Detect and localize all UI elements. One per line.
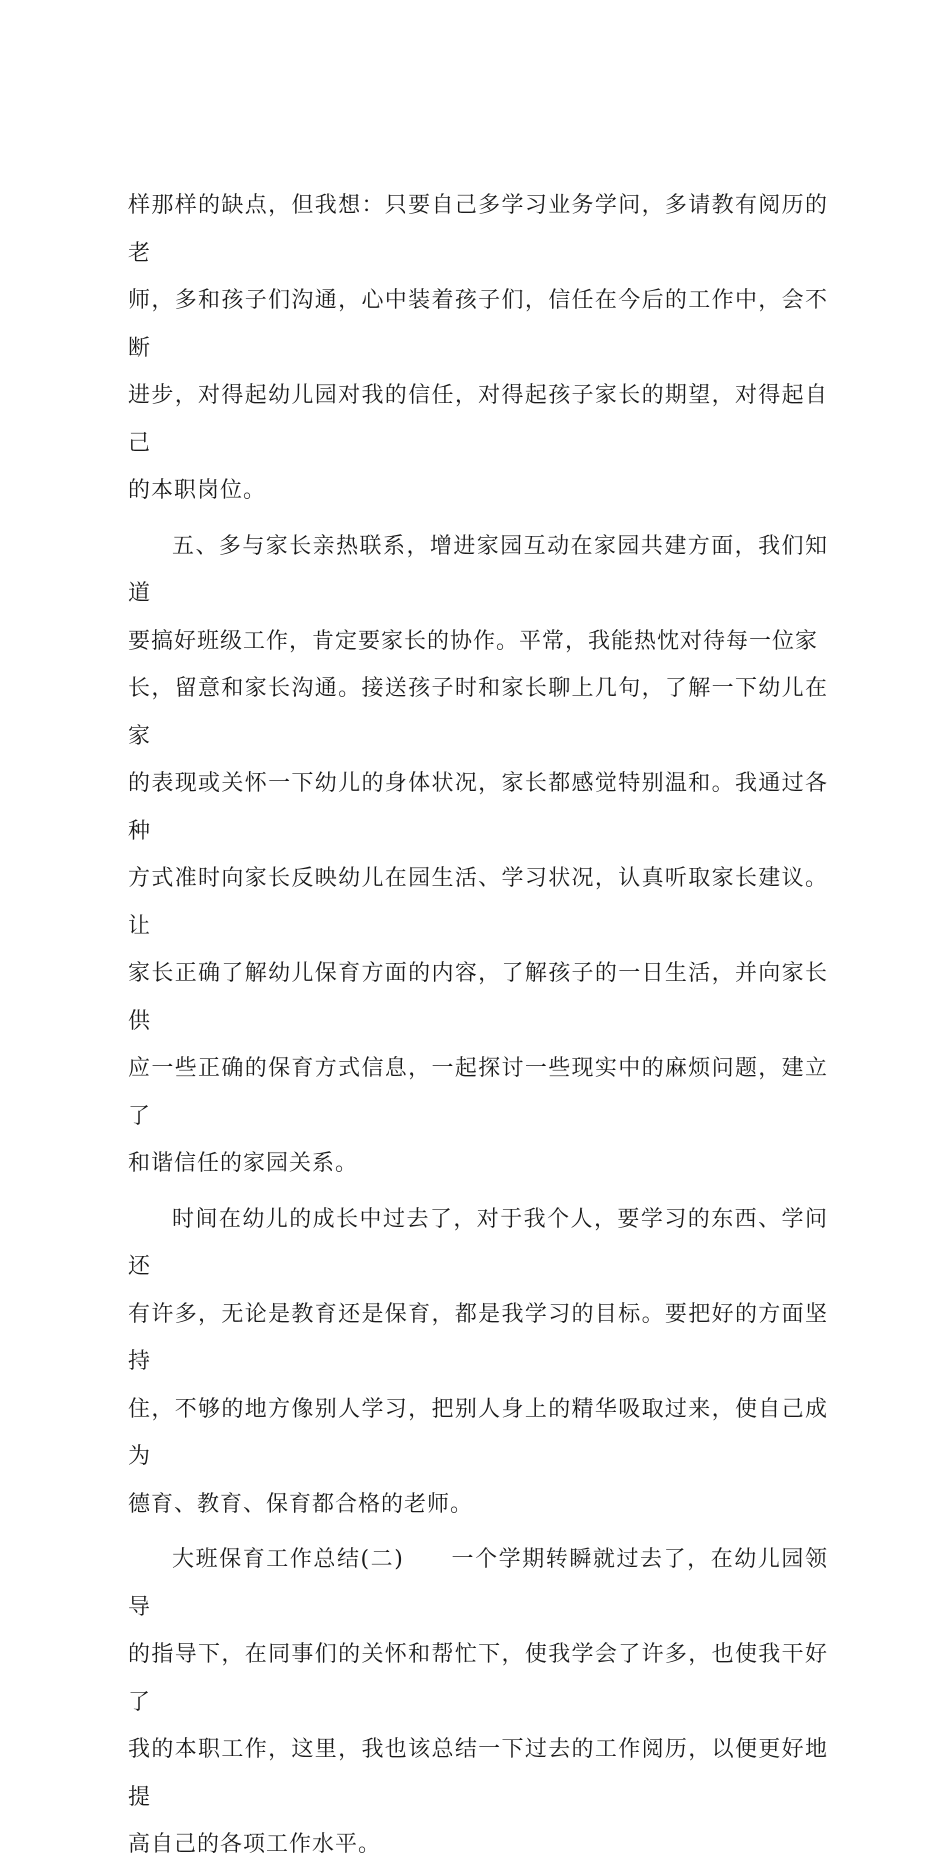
text-line: 高自己的各项工作水平。 xyxy=(128,1832,382,1857)
paragraph-gap xyxy=(128,1188,828,1196)
text-line: 住，不够的地方像别人学习，把别人身上的精华吸取过来，使自己成为 xyxy=(128,1396,828,1469)
paragraph-1 xyxy=(128,182,828,515)
paragraph-gap xyxy=(128,515,828,523)
text-line: 的本职岗位。 xyxy=(128,478,267,503)
text-line: 和谐信任的家园关系。 xyxy=(128,1151,359,1176)
document-body xyxy=(128,182,828,1869)
text-line: 五、多与家长亲热联系，增进家园互动在家园共建方面，我们知道 xyxy=(128,533,828,606)
text-line: 有许多，无论是教育还是保育，都是我学习的目标。要把好的方面坚持 xyxy=(128,1301,828,1374)
text-line: 样那样的缺点，但我想：只要自己多学习业务学问，多请教有阅历的老 xyxy=(128,193,828,266)
text-line: 时间在幼儿的成长中过去了，对于我个人，要学习的东西、学问还 xyxy=(128,1206,828,1279)
text-line: 的指导下，在同事们的关怀和帮忙下，使我学会了许多，也使我干好了 xyxy=(128,1642,828,1715)
text-line: 长，留意和家长沟通。接送孩子时和家长聊上几句，了解一下幼儿在家 xyxy=(128,676,828,749)
paragraph-gap xyxy=(128,1528,828,1536)
text-line: 进步，对得起幼儿园对我的信任，对得起孩子家长的期望，对得起自己 xyxy=(128,383,828,456)
text-line: 我的本职工作，这里，我也该总结一下过去的工作阅历，以便更好地提 xyxy=(128,1737,828,1810)
text-line: 师，多和孩子们沟通，心中装着孩子们，信任在今后的工作中，会不断 xyxy=(128,288,828,361)
text-line: 大班保育工作总结(二) 一个学期转瞬就过去了，在幼儿园领导 xyxy=(128,1547,828,1620)
text-line: 德育、教育、保育都合格的老师。 xyxy=(128,1491,474,1517)
text-line: 应一些正确的保育方式信息，一起探讨一些现实中的麻烦问题，建立了 xyxy=(128,1056,828,1129)
text-line: 要搞好班级工作，肯定要家长的协作。平常，我能热忱对待每一位家 xyxy=(128,628,819,654)
paragraph-4 xyxy=(128,1536,828,1869)
text-line: 的表现或关怀一下幼儿的身体状况，家长都感觉特别温和。我通过各种 xyxy=(128,771,828,844)
text-line: 家长正确了解幼儿保育方面的内容，了解孩子的一日生活，并向家长供 xyxy=(128,961,828,1034)
paragraph-3 xyxy=(128,1196,828,1529)
text-line: 方式准时向家长反映幼儿在园生活、学习状况，认真听取家长建议。让 xyxy=(128,866,828,939)
paragraph-2 xyxy=(128,523,828,1188)
